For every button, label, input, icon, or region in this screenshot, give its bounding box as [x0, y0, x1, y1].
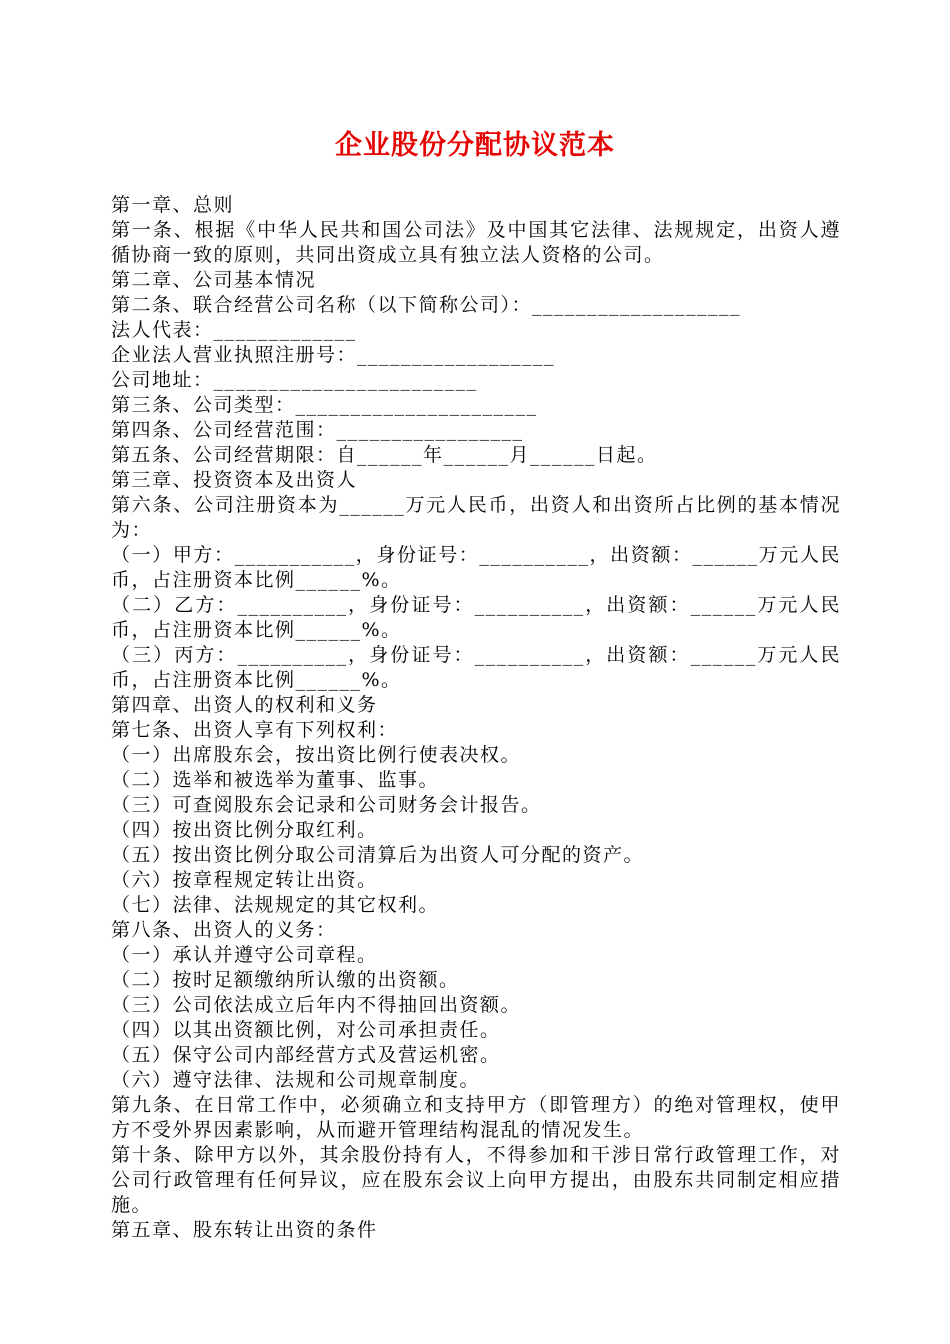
article-paragraph: 第一条、根据《中华人民共和国公司法》及中国其它法律、法规规定，出资人遵循协商一致的原则，共同出资成立具有独立法人资格的公司。 [111, 219, 841, 266]
list-item: （四）按出资比例分取红利。 [111, 819, 378, 841]
form-field-line: 企业法人营业执照注册号：__________________ [111, 344, 556, 366]
list-item: （四）以其出资额比例，对公司承担责任。 [111, 1019, 501, 1041]
chapter-heading: 第四章、出资人的权利和义务 [111, 694, 378, 716]
list-item: （五）保守公司内部经营方式及营运机密。 [111, 1044, 501, 1066]
list-item: （三）可查阅股东会记录和公司财务会计报告。 [111, 794, 542, 816]
document-title: 企业股份分配协议范本 [335, 130, 615, 161]
chapter-heading: 第一章、总则 [111, 194, 235, 216]
list-item: （二）选举和被选举为董事、监事。 [111, 769, 440, 791]
list-item: （六）按章程规定转让出资。 [111, 869, 378, 891]
article-line: 第八条、出资人的义务： [111, 919, 337, 941]
document-body [111, 193, 841, 1243]
article-paragraph: 第六条、公司注册资本为______万元人民币，出资人和出资所占比例的基本情况为： [111, 494, 841, 541]
form-field-line: 公司地址：________________________ [111, 369, 478, 391]
form-field-line: 第四条、公司经营范围：_________________ [111, 419, 524, 441]
chapter-heading: 第五章、股东转让出资的条件 [111, 1219, 378, 1241]
article-paragraph: 第九条、在日常工作中，必须确立和支持甲方（即管理方）的绝对管理权，使甲方不受外界因素影响，从而避开管理结构混乱的情况发生。 [111, 1094, 841, 1141]
chapter-heading: 第二章、公司基本情况 [111, 269, 317, 291]
form-field-line: 法人代表：_____________ [111, 319, 357, 341]
form-field-line: 第二条、联合经营公司名称（以下简称公司）：___________________ [111, 294, 742, 316]
list-item: （六）遵守法律、法规和公司规章制度。 [111, 1069, 481, 1091]
list-item: （七）法律、法规规定的其它权利。 [111, 894, 440, 916]
list-item: （一）出席股东会，按出资比例行使表决权。 [111, 744, 522, 766]
list-item: （三）公司依法成立后年内不得抽回出资额。 [111, 994, 522, 1016]
list-item: （二）按时足额缴纳所认缴的出资额。 [111, 969, 460, 991]
investor-entry: （二）乙方：__________，身份证号：__________，出资额：______万元人民币，占注册资本比例______%。 [111, 594, 841, 641]
form-field-line: 第五条、公司经营期限：自______年______月______日起。 [111, 444, 658, 466]
article-line: 第七条、出资人享有下列权利： [111, 719, 399, 741]
investor-entry: （三）丙方：__________，身份证号：__________，出资额：______万元人民币，占注册资本比例______%。 [111, 644, 841, 691]
form-field-line: 第三条、公司类型：______________________ [111, 394, 538, 416]
investor-entry: （一）甲方：___________，身份证号：__________，出资额：______万元人民币，占注册资本比例______%。 [111, 544, 841, 591]
list-item: （一）承认并遵守公司章程。 [111, 944, 378, 966]
list-item: （五）按出资比例分取公司清算后为出资人可分配的资产。 [111, 844, 645, 866]
article-paragraph: 第十条、除甲方以外，其余股份持有人，不得参加和干涉日常行政管理工作，对公司行政管理有任何异议，应在股东会议上向甲方提出，由股东共同制定相应措施。 [111, 1144, 841, 1216]
chapter-heading: 第三章、投资资本及出资人 [111, 469, 358, 491]
